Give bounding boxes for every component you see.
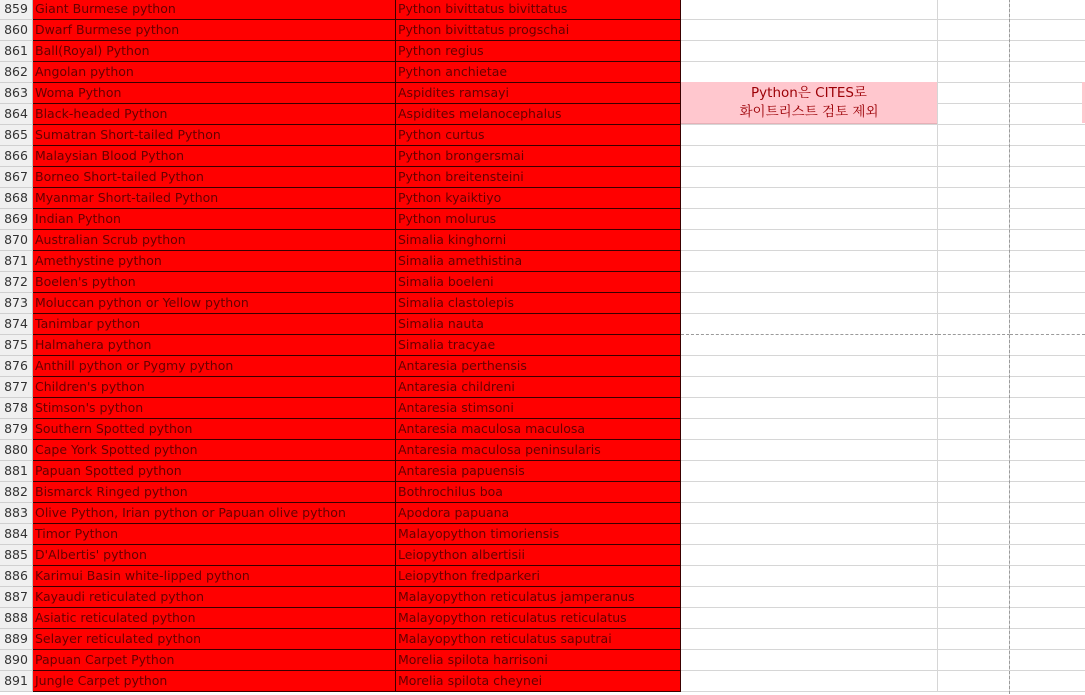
row-header[interactable]: 886 — [0, 566, 33, 587]
common-name-cell[interactable]: Papuan Carpet Python — [33, 650, 396, 671]
empty-cell[interactable] — [938, 356, 1010, 377]
scientific-name-cell[interactable]: Morelia spilota cheynei — [396, 671, 681, 692]
empty-cell[interactable] — [681, 272, 938, 293]
common-name-cell[interactable]: Boelen's python — [33, 272, 396, 293]
scientific-name-cell[interactable]: Malayopython reticulatus reticulatus — [396, 608, 681, 629]
row-header[interactable]: 864 — [0, 104, 33, 125]
common-name-cell[interactable]: Selayer reticulated python — [33, 629, 396, 650]
common-name-cell[interactable]: Ball(Royal) Python — [33, 41, 396, 62]
scientific-name-cell[interactable]: Malayopython reticulatus jamperanus — [396, 587, 681, 608]
row-header[interactable]: 871 — [0, 251, 33, 272]
merged-note-cell[interactable] — [681, 82, 937, 124]
scientific-name-cell[interactable]: Antaresia papuensis — [396, 461, 681, 482]
scientific-name-cell[interactable]: Python molurus — [396, 209, 681, 230]
empty-cell[interactable] — [1010, 503, 1085, 524]
empty-cell[interactable] — [938, 62, 1010, 83]
empty-cell[interactable] — [938, 377, 1010, 398]
common-name-cell[interactable]: Papuan Spotted python — [33, 461, 396, 482]
empty-cell[interactable] — [1010, 335, 1085, 356]
scientific-name-cell[interactable]: Simalia nauta — [396, 314, 681, 335]
scientific-name-cell[interactable]: Bothrochilus boa — [396, 482, 681, 503]
empty-cell[interactable] — [1010, 356, 1085, 377]
empty-cell[interactable] — [681, 671, 938, 692]
note-line-1: Python은 CITES로 — [751, 84, 867, 101]
common-name-cell[interactable]: Southern Spotted python — [33, 419, 396, 440]
table-row — [0, 20, 1085, 41]
row-header[interactable]: 881 — [0, 461, 33, 482]
empty-cell[interactable] — [1010, 146, 1085, 167]
empty-cell[interactable] — [1010, 629, 1085, 650]
row-header[interactable]: 883 — [0, 503, 33, 524]
common-name-cell[interactable]: Indian Python — [33, 209, 396, 230]
empty-cell[interactable] — [681, 524, 938, 545]
empty-cell[interactable] — [938, 230, 1010, 251]
table-row — [0, 0, 1085, 20]
scientific-name-cell[interactable]: Simalia amethistina — [396, 251, 681, 272]
common-name-cell[interactable]: Asiatic reticulated python — [33, 608, 396, 629]
scientific-name-cell[interactable]: Antaresia maculosa maculosa — [396, 419, 681, 440]
empty-cell[interactable] — [938, 83, 1010, 104]
common-name-cell[interactable]: Timor Python — [33, 524, 396, 545]
empty-cell[interactable] — [681, 545, 938, 566]
row-header[interactable]: 873 — [0, 293, 33, 314]
empty-cell[interactable] — [1010, 398, 1085, 419]
empty-cell[interactable] — [681, 209, 938, 230]
row-header[interactable]: 882 — [0, 482, 33, 503]
empty-cell[interactable] — [681, 335, 938, 356]
common-name-cell[interactable]: Amethystine python — [33, 251, 396, 272]
row-header[interactable]: 887 — [0, 587, 33, 608]
empty-cell[interactable] — [681, 41, 938, 62]
empty-cell[interactable] — [681, 398, 938, 419]
empty-cell[interactable] — [938, 398, 1010, 419]
common-name-cell[interactable]: Woma Python — [33, 83, 396, 104]
empty-cell[interactable] — [681, 440, 938, 461]
table-row — [0, 62, 1085, 83]
scientific-name-cell[interactable]: Antaresia maculosa peninsularis — [396, 440, 681, 461]
row-header[interactable]: 874 — [0, 314, 33, 335]
empty-cell[interactable] — [938, 545, 1010, 566]
empty-cell[interactable] — [681, 587, 938, 608]
empty-cell[interactable] — [681, 377, 938, 398]
empty-cell[interactable] — [938, 608, 1010, 629]
empty-cell[interactable] — [681, 314, 938, 335]
row-header[interactable]: 884 — [0, 524, 33, 545]
empty-cell[interactable] — [1010, 314, 1085, 335]
empty-cell[interactable] — [1010, 104, 1085, 125]
table-row — [0, 146, 1085, 167]
scientific-name-cell[interactable]: Aspidites melanocephalus — [396, 104, 681, 125]
empty-cell[interactable] — [681, 503, 938, 524]
empty-cell[interactable] — [938, 482, 1010, 503]
scientific-name-cell[interactable]: Antaresia childreni — [396, 377, 681, 398]
empty-cell[interactable] — [938, 146, 1010, 167]
common-name-cell[interactable]: Dwarf Burmese python — [33, 20, 396, 41]
row-header[interactable]: 869 — [0, 209, 33, 230]
common-name-cell[interactable]: Tanimbar python — [33, 314, 396, 335]
table-row — [0, 671, 1085, 692]
row-header[interactable]: 861 — [0, 41, 33, 62]
empty-cell[interactable] — [1010, 440, 1085, 461]
empty-cell[interactable] — [1010, 419, 1085, 440]
row-header[interactable]: 870 — [0, 230, 33, 251]
empty-cell[interactable] — [1010, 293, 1085, 314]
table-row — [0, 188, 1085, 209]
scientific-name-cell[interactable]: Morelia spilota harrisoni — [396, 650, 681, 671]
empty-cell[interactable] — [1010, 587, 1085, 608]
table-row — [0, 377, 1085, 398]
row-header[interactable]: 866 — [0, 146, 33, 167]
table-row — [0, 629, 1085, 650]
empty-cell[interactable] — [1010, 41, 1085, 62]
table-row — [0, 482, 1085, 503]
row-header[interactable]: 877 — [0, 377, 33, 398]
scientific-name-cell[interactable]: Antaresia stimsoni — [396, 398, 681, 419]
common-name-cell[interactable]: Anthill python or Pygmy python — [33, 356, 396, 377]
empty-cell[interactable] — [1010, 209, 1085, 230]
row-header[interactable]: 878 — [0, 398, 33, 419]
table-row — [0, 230, 1085, 251]
empty-cell[interactable] — [1010, 62, 1085, 83]
common-name-cell[interactable]: Stimson's python — [33, 398, 396, 419]
table-row — [0, 503, 1085, 524]
table-row — [0, 167, 1085, 188]
scientific-name-cell[interactable]: Leiopython fredparkeri — [396, 566, 681, 587]
empty-cell[interactable] — [1010, 461, 1085, 482]
row-header[interactable]: 876 — [0, 356, 33, 377]
empty-cell[interactable] — [938, 251, 1010, 272]
scientific-name-cell[interactable]: Python curtus — [396, 125, 681, 146]
table-row — [0, 251, 1085, 272]
table-row — [0, 272, 1085, 293]
table-row — [0, 587, 1085, 608]
empty-cell[interactable] — [938, 167, 1010, 188]
empty-cell[interactable] — [1010, 167, 1085, 188]
common-name-cell[interactable]: Australian Scrub python — [33, 230, 396, 251]
empty-cell[interactable] — [681, 251, 938, 272]
empty-cell[interactable] — [938, 188, 1010, 209]
empty-cell[interactable] — [681, 356, 938, 377]
row-header[interactable]: 862 — [0, 62, 33, 83]
scientific-name-cell[interactable]: Python brongersmai — [396, 146, 681, 167]
common-name-cell[interactable]: Children's python — [33, 377, 396, 398]
empty-cell[interactable] — [681, 125, 938, 146]
scientific-name-cell[interactable]: Malayopython timoriensis — [396, 524, 681, 545]
empty-cell[interactable] — [1010, 671, 1085, 692]
empty-cell[interactable] — [938, 0, 1010, 20]
row-header[interactable]: 863 — [0, 83, 33, 104]
empty-cell[interactable] — [681, 650, 938, 671]
row-header[interactable]: 868 — [0, 188, 33, 209]
common-name-cell[interactable]: Olive Python, Irian python or Papuan olive python — [33, 503, 396, 524]
empty-cell[interactable] — [938, 293, 1010, 314]
row-header[interactable]: 890 — [0, 650, 33, 671]
common-name-cell[interactable]: Malaysian Blood Python — [33, 146, 396, 167]
empty-cell[interactable] — [681, 419, 938, 440]
scientific-name-cell[interactable]: Python bivittatus progschai — [396, 20, 681, 41]
empty-cell[interactable] — [1010, 524, 1085, 545]
empty-cell[interactable] — [681, 20, 938, 41]
empty-cell[interactable] — [938, 125, 1010, 146]
table-row — [0, 419, 1085, 440]
empty-cell[interactable] — [1010, 566, 1085, 587]
empty-cell[interactable] — [681, 188, 938, 209]
table-row — [0, 608, 1085, 629]
scientific-name-cell[interactable]: Antaresia perthensis — [396, 356, 681, 377]
empty-cell[interactable] — [681, 566, 938, 587]
row-header[interactable]: 880 — [0, 440, 33, 461]
row-header[interactable]: 859 — [0, 0, 33, 20]
row-header[interactable]: 891 — [0, 671, 33, 692]
empty-cell[interactable] — [1010, 482, 1085, 503]
empty-cell[interactable] — [681, 629, 938, 650]
empty-cell[interactable] — [938, 587, 1010, 608]
empty-cell[interactable] — [681, 0, 938, 20]
empty-cell[interactable] — [681, 167, 938, 188]
empty-cell[interactable] — [938, 419, 1010, 440]
empty-cell[interactable] — [938, 272, 1010, 293]
empty-cell[interactable] — [938, 41, 1010, 62]
empty-cell[interactable] — [1010, 377, 1085, 398]
table-row — [0, 461, 1085, 482]
table-row — [0, 524, 1085, 545]
row-header[interactable]: 867 — [0, 167, 33, 188]
scientific-name-cell[interactable]: Leiopython albertisii — [396, 545, 681, 566]
common-name-cell[interactable]: Giant Burmese python — [33, 0, 396, 20]
empty-cell[interactable] — [938, 335, 1010, 356]
empty-cell[interactable] — [938, 524, 1010, 545]
common-name-cell[interactable]: Sumatran Short-tailed Python — [33, 125, 396, 146]
table-row — [0, 566, 1085, 587]
table-row — [0, 545, 1085, 566]
scientific-name-cell[interactable]: Python breitensteini — [396, 167, 681, 188]
row-header[interactable]: 860 — [0, 20, 33, 41]
common-name-cell[interactable]: Angolan python — [33, 62, 396, 83]
empty-cell[interactable] — [1010, 272, 1085, 293]
empty-cell[interactable] — [681, 62, 938, 83]
common-name-cell[interactable]: D'Albertis' python — [33, 545, 396, 566]
common-name-cell[interactable]: Moluccan python or Yellow python — [33, 293, 396, 314]
table-row — [0, 41, 1085, 62]
empty-cell[interactable] — [681, 608, 938, 629]
scientific-name-cell[interactable]: Simalia kinghorni — [396, 230, 681, 251]
empty-cell[interactable] — [938, 314, 1010, 335]
empty-cell[interactable] — [681, 230, 938, 251]
common-name-cell[interactable]: Cape York Spotted python — [33, 440, 396, 461]
empty-cell[interactable] — [938, 209, 1010, 230]
row-header[interactable]: 879 — [0, 419, 33, 440]
row-header[interactable]: 865 — [0, 125, 33, 146]
scientific-name-cell[interactable]: Python bivittatus bivittatus — [396, 0, 681, 20]
row-header[interactable]: 875 — [0, 335, 33, 356]
empty-cell[interactable] — [1010, 20, 1085, 41]
scientific-name-cell[interactable]: Simalia tracyae — [396, 335, 681, 356]
common-name-cell[interactable]: Borneo Short-tailed Python — [33, 167, 396, 188]
table-row — [0, 314, 1085, 335]
empty-cell[interactable] — [938, 629, 1010, 650]
table-row — [0, 440, 1085, 461]
empty-cell[interactable] — [938, 461, 1010, 482]
common-name-cell[interactable]: Jungle Carpet python — [33, 671, 396, 692]
empty-cell[interactable] — [681, 293, 938, 314]
empty-cell[interactable] — [938, 671, 1010, 692]
scientific-name-cell[interactable]: Python kyaiktiyo — [396, 188, 681, 209]
row-header[interactable]: 885 — [0, 545, 33, 566]
scientific-name-cell[interactable]: Python anchietae — [396, 62, 681, 83]
table-row — [0, 125, 1085, 146]
scientific-name-cell[interactable]: Simalia boeleni — [396, 272, 681, 293]
common-name-cell[interactable]: Kayaudi reticulated python — [33, 587, 396, 608]
empty-cell[interactable] — [1010, 230, 1085, 251]
empty-cell[interactable] — [938, 503, 1010, 524]
empty-cell[interactable] — [1010, 608, 1085, 629]
empty-cell[interactable] — [681, 461, 938, 482]
common-name-cell[interactable]: Bismarck Ringed python — [33, 482, 396, 503]
empty-cell[interactable] — [1010, 188, 1085, 209]
scientific-name-cell[interactable]: Python regius — [396, 41, 681, 62]
table-row — [0, 335, 1085, 356]
empty-cell[interactable] — [938, 104, 1010, 125]
note-line-2: 화이트리스트 검토 제외 — [739, 103, 879, 120]
empty-cell[interactable] — [1010, 251, 1085, 272]
table-row — [0, 293, 1085, 314]
empty-cell[interactable] — [1010, 545, 1085, 566]
scientific-name-cell[interactable]: Simalia clastolepis — [396, 293, 681, 314]
common-name-cell[interactable]: Black-headed Python — [33, 104, 396, 125]
empty-cell[interactable] — [938, 650, 1010, 671]
scientific-name-cell[interactable]: Malayopython reticulatus saputrai — [396, 629, 681, 650]
empty-cell[interactable] — [1010, 650, 1085, 671]
common-name-cell[interactable]: Karimui Basin white-lipped python — [33, 566, 396, 587]
row-header[interactable]: 889 — [0, 629, 33, 650]
common-name-cell[interactable]: Halmahera python — [33, 335, 396, 356]
scientific-name-cell[interactable]: Aspidites ramsayi — [396, 83, 681, 104]
empty-cell[interactable] — [681, 482, 938, 503]
table-row — [0, 209, 1085, 230]
scientific-name-cell[interactable]: Apodora papuana — [396, 503, 681, 524]
empty-cell[interactable] — [1010, 125, 1085, 146]
empty-cell[interactable] — [938, 440, 1010, 461]
empty-cell[interactable] — [1010, 0, 1085, 20]
table-row — [0, 650, 1085, 671]
row-header[interactable]: 872 — [0, 272, 33, 293]
empty-cell[interactable] — [938, 566, 1010, 587]
empty-cell[interactable] — [1010, 83, 1085, 104]
row-header[interactable]: 888 — [0, 608, 33, 629]
empty-cell[interactable] — [938, 20, 1010, 41]
common-name-cell[interactable]: Myanmar Short-tailed Python — [33, 188, 396, 209]
table-row — [0, 398, 1085, 419]
empty-cell[interactable] — [681, 146, 938, 167]
table-row — [0, 356, 1085, 377]
